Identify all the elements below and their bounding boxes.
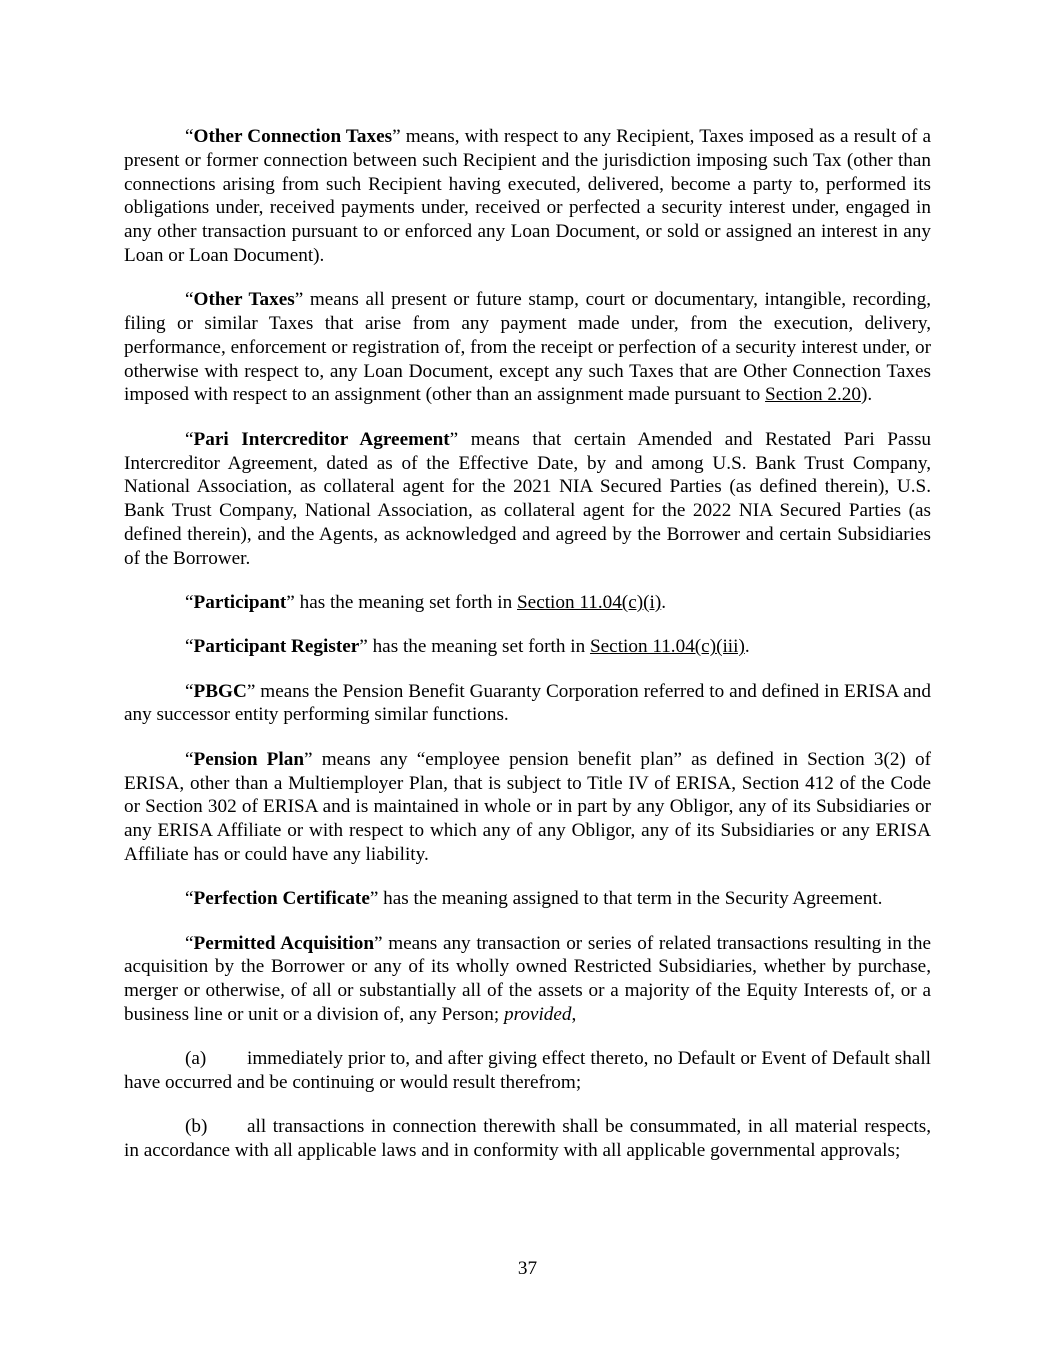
defined-term: Participant Register xyxy=(193,636,360,658)
definition-text: has the meaning set forth in xyxy=(367,636,590,658)
definition-text: has the meaning set forth in xyxy=(294,592,517,614)
defined-term: Pari Intercreditor Agreement xyxy=(193,428,450,450)
clause-label: (a) xyxy=(185,1048,207,1070)
defined-term: Pension Plan xyxy=(193,748,304,770)
definition-text: means that certain Amended and Restated Pari Passu Intercreditor Agreement, dated as of the Effective Date, by and among U.S. Bank Trust Company, National Association, as collateral agent for the 2021 NIA Secured Parties (as defined therein), U.S. Bank Trust Company, National Association, as collateral agent for the 2022 NIA Secured Parties (as defined therein), and the Agents, as acknowledged and agreed by the Borrower and certain Subsidiaries of the Borrower. xyxy=(124,428,932,569)
definition-other-taxes xyxy=(124,288,931,407)
open-quote: “ xyxy=(185,289,194,311)
open-quote: “ xyxy=(185,592,194,614)
open-quote: “ xyxy=(185,636,194,658)
close-quote: ” xyxy=(246,680,256,702)
definition-text: means any transaction or series of related transactions resulting in the acquisition by the Borrower or any of its wholly owned Restricted Subsidiaries, whether by purchase, merger or otherwise, of all or substantially all of the assets or a majority of the Equity Interests of, or a business line or unit or a division of, any Person; xyxy=(124,932,931,1025)
close-quote: ” xyxy=(374,932,383,954)
open-quote: “ xyxy=(185,126,194,147)
definition-text: means, with respect to any Recipient, Taxes imposed as a result of a present or former connection between such Recipient and the jurisdiction imposing such Tax (other than connections arising from such Recipient having executed, delivered, become a party to, performed its obligations under, received payments under, received or perfected a security interest under, engaged in any other transaction pursuant to or enforced any Loan Document, or sold or assigned an interest in any Loan or Loan Document). xyxy=(124,126,932,266)
definition-participant xyxy=(124,591,931,615)
definition-other-connection-taxes xyxy=(124,125,931,268)
definition-text: means any “employee pension benefit plan” as defined in Section 3(2) of ERISA, other than a Multiemployer Plan, that is subject to Title IV of ERISA, Section 412 of the Code or Section 302 of ERISA and is maintained in whole or in part by any Obligor, any of its Subsidiaries or any ERISA Affiliate or with respect to which any of any Obligor, any of its Subsidiaries or any ERISA Affiliate has or could have any liability. xyxy=(124,748,931,865)
clause-label: (b) xyxy=(185,1116,208,1138)
close-quote: ” xyxy=(286,592,295,614)
definition-pension-plan xyxy=(124,748,931,867)
open-quote: “ xyxy=(185,748,194,770)
defined-term: Other Connection Taxes xyxy=(193,126,393,147)
section-reference-link[interactable]: Section 2.20 xyxy=(765,384,861,406)
clause-b xyxy=(124,1115,931,1163)
section-reference-link[interactable]: Section 11.04(c)(iii) xyxy=(589,636,745,658)
definition-perfection-certificate xyxy=(124,887,931,911)
defined-term: Other Taxes xyxy=(193,289,295,311)
open-quote: “ xyxy=(185,932,194,954)
defined-term: PBGC xyxy=(193,680,247,702)
open-quote: “ xyxy=(185,428,194,450)
clause-a xyxy=(124,1047,931,1095)
provided-italic: provided xyxy=(503,1003,572,1025)
definition-participant-register xyxy=(124,635,931,659)
section-reference-link[interactable]: Section 11.04(c)(i) xyxy=(517,592,662,614)
definition-text-end: ). xyxy=(860,384,873,406)
close-quote: ” xyxy=(392,126,401,147)
page-number: 37 xyxy=(517,1258,538,1279)
open-quote: “ xyxy=(185,680,194,702)
definition-permitted-acquisition xyxy=(124,932,931,1027)
clause-text: immediately prior to, and after giving effect thereto, no Default or Event of Default shall have occurred and be continuing or would result therefrom; xyxy=(124,1048,931,1093)
definition-pbgc xyxy=(124,680,931,728)
definition-text: has the meaning assigned to that term in the Security Agreement. xyxy=(378,888,883,910)
definition-pari-intercreditor-agreement xyxy=(124,428,931,571)
close-quote: ” xyxy=(449,428,459,450)
clause-text: all transactions in connection therewith shall be consummated, in all material respects, in accordance with all applicable laws and in conformity with all applicable governmental approvals; xyxy=(124,1116,931,1162)
defined-term: Participant xyxy=(193,592,287,614)
definition-text-end: . xyxy=(744,636,750,658)
close-quote: ” xyxy=(294,289,304,311)
defined-term: Perfection Certificate xyxy=(193,888,370,910)
close-quote: ” xyxy=(359,636,368,658)
definition-text: means the Pension Benefit Guaranty Corporation referred to and defined in ERISA and any successor entity performing similar functions. xyxy=(124,680,931,726)
definition-text-end: , xyxy=(571,1003,577,1025)
defined-term: Permitted Acquisition xyxy=(193,932,375,954)
close-quote: ” xyxy=(369,888,379,910)
definition-text-end: . xyxy=(661,592,667,614)
document-page xyxy=(124,125,931,1183)
close-quote: ” xyxy=(304,748,313,770)
open-quote: “ xyxy=(185,888,194,910)
definition-text: means all present or future stamp, court or documentary, intangible, recording, filing or similar Taxes that arise from any payment made under, from the execution, delivery, performance, enforcement or registration of, from the receipt or perfection of a security interest under, or otherwise with respect to, any Loan Document, except any such Taxes that are Other Connection Taxes imposed with respect to an assignment (other than an assignment made pursuant to xyxy=(124,289,932,406)
